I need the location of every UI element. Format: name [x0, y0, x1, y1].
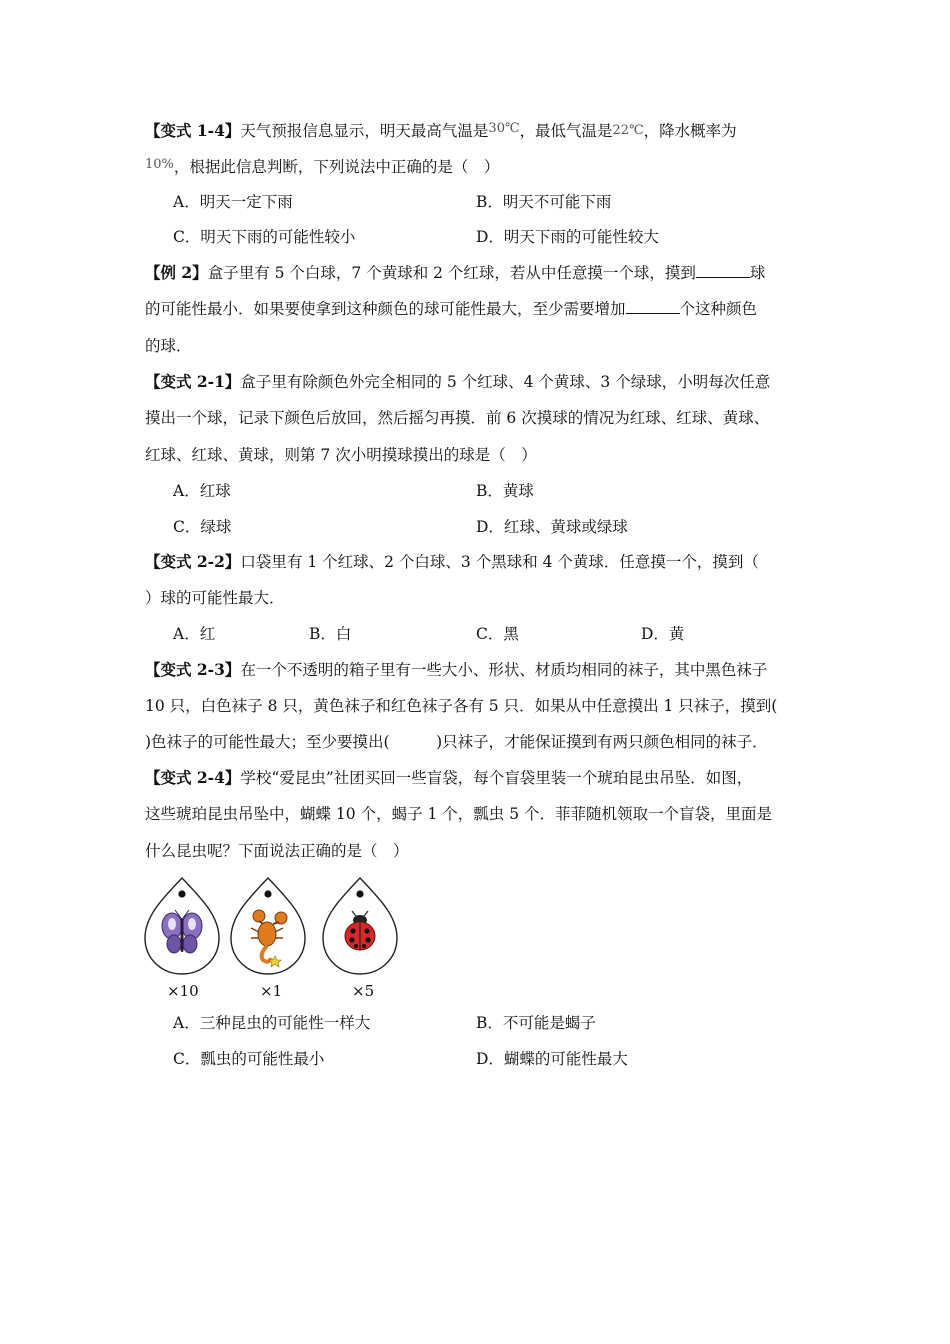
q14-text: ，根据此信息判断，下列说法中正确的是（ ）	[173, 158, 500, 176]
q22-line-1	[145, 551, 759, 573]
q14-option-b[interactable]: B．明天不可能下雨	[476, 193, 612, 211]
ex2-text: 球	[749, 264, 766, 282]
q24-option-c[interactable]: C．瓢虫的可能性最小	[173, 1050, 325, 1068]
ex2-text: 的可能性最小．如果要使拿到这种颜色的球可能性最大，至少需要增加	[145, 300, 626, 318]
temp-low: 22℃	[612, 123, 644, 138]
temp-high: 30℃	[488, 121, 520, 136]
q21-line-3: 红球、红球、黄球，则第 7 次小明摸球摸出的球是（ ）	[145, 446, 537, 464]
q14-line-1	[145, 118, 737, 142]
q23-line-1	[145, 659, 767, 681]
q14-text: ，最低气温是	[519, 122, 613, 140]
q24-line-3: 什么昆虫呢？下面说法正确的是（ ）	[145, 842, 409, 860]
q14-option-d[interactable]: D．明天下雨的可能性较大	[476, 228, 659, 246]
q24-text: 学校“爱昆虫”社团买回一些盲袋，每个盲袋里装一个琥珀昆虫吊坠．如图，	[240, 769, 753, 787]
ex2-tag: 【例 2】	[145, 263, 208, 282]
ex2-line-3: 的球．	[145, 337, 192, 355]
q23-tag: 【变式 2-3】	[145, 660, 241, 679]
ladybug-count: ×5	[352, 982, 375, 1000]
q14-tag: 【变式 1-4】	[145, 121, 241, 140]
q24-option-a[interactable]: A．三种昆虫的可能性一样大	[173, 1014, 371, 1032]
q21-option-a[interactable]: A．红球	[173, 482, 231, 500]
q24-line-1	[145, 767, 752, 789]
scorpion-pendant	[229, 876, 307, 976]
q21-option-b[interactable]: B．黄球	[476, 482, 534, 500]
butterfly-pendant	[143, 876, 221, 976]
q14-line-2	[145, 154, 499, 178]
q22-line-2: ）球的可能性最大．	[145, 589, 285, 607]
scorpion-count: ×1	[260, 982, 283, 1000]
q14-option-c[interactable]: C．明天下雨的可能性较小	[173, 228, 356, 246]
rain-probability: 10%	[145, 157, 174, 172]
q21-line-1	[145, 371, 770, 393]
q14-text: 天气预报信息显示，明天最高气温是	[240, 122, 489, 140]
ex2-line-2	[145, 298, 757, 320]
q22-tag: 【变式 2-2】	[145, 552, 241, 571]
ex2-line-1	[145, 262, 765, 284]
ladybug-pendant	[321, 876, 399, 976]
ex2-text: 盒子里有 5 个白球，7 个黄球和 2 个红球，若从中任意摸一个球，摸到	[207, 264, 696, 282]
q22-text: 口袋里有 1 个红球、2 个白球、3 个黑球和 4 个黄球．任意摸一个，摸到（	[240, 553, 759, 571]
q23-line-3: )色袜子的可能性最大；至少要摸出( )只袜子，才能保证摸到有两只颜色相同的袜子．	[145, 733, 768, 751]
q22-option-a[interactable]: A．红	[173, 625, 216, 643]
q14-option-a[interactable]: A．明天一定下雨	[173, 193, 293, 211]
q23-line-2: 10 只，白色袜子 8 只，黄色袜子和红色袜子各有 5 只．如果从中任意摸出 1 只袜子，摸到(	[145, 697, 778, 715]
q21-option-d[interactable]: D．红球、黄球或绿球	[476, 518, 628, 536]
q21-line-2: 摸出一个球，记录下颜色后放回，然后摇匀再摸．前 6 次摸球的情况为红球、红球、黄球、	[145, 409, 770, 427]
q24-option-b[interactable]: B．不可能是蝎子	[476, 1014, 596, 1032]
q24-option-d[interactable]: D．蝴蝶的可能性最大	[476, 1050, 628, 1068]
q21-text: 盒子里有除颜色外完全相同的 5 个红球、4 个黄球、3 个绿球，小明每次任意	[240, 373, 771, 391]
q23-text: 在一个不透明的箱子里有一些大小、形状、材质均相同的袜子，其中黑色袜子	[240, 661, 768, 679]
q14-text: ，降水概率为	[643, 122, 737, 140]
q22-option-b[interactable]: B．白	[309, 625, 352, 643]
q24-tag: 【变式 2-4】	[145, 768, 241, 787]
q21-option-c[interactable]: C．绿球	[173, 518, 232, 536]
ex2-text: 个这种颜色	[679, 300, 758, 318]
q22-option-c[interactable]: C．黑	[476, 625, 519, 643]
q22-option-d[interactable]: D．黄	[641, 625, 685, 643]
q21-tag: 【变式 2-1】	[145, 372, 241, 391]
answer-blank[interactable]	[626, 299, 680, 314]
answer-blank[interactable]	[696, 263, 750, 278]
q24-line-2: 这些琥珀昆虫吊坠中，蝴蝶 10 个，蝎子 1 个，瓢虫 5 个．菲菲随机领取一个盲袋，里面是	[145, 805, 773, 823]
butterfly-count: ×10	[167, 982, 199, 1000]
